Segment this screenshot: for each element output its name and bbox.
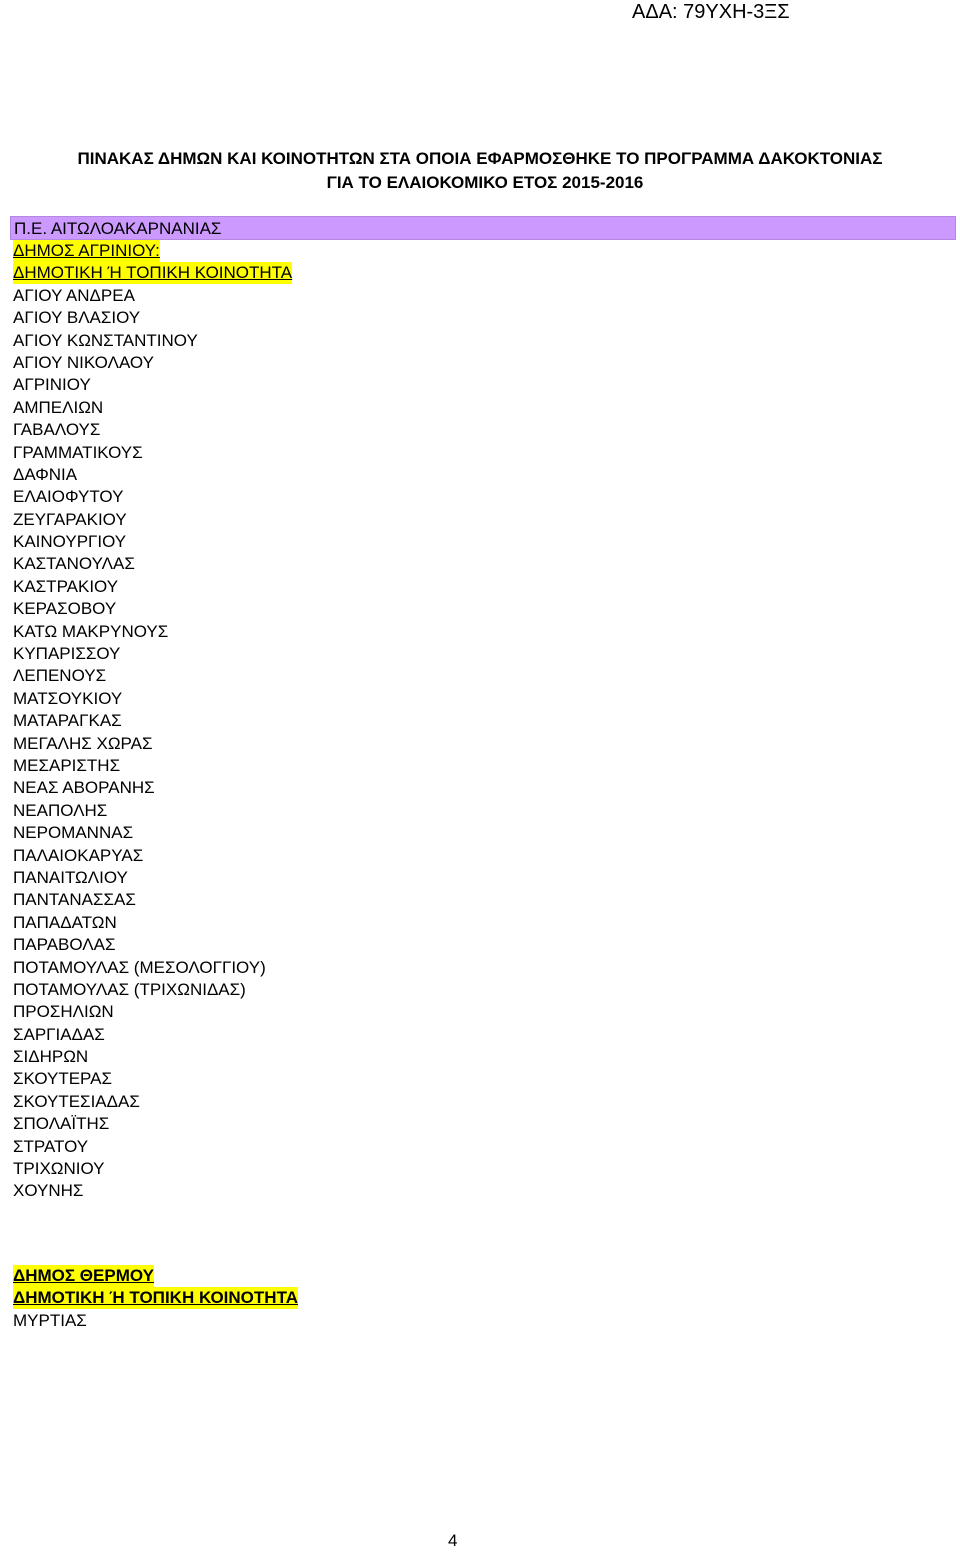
community-item: ΚΑΤΩ ΜΑΚΡΥΝΟΥΣ (13, 621, 169, 641)
community-item: ΠΑΝΑΙΤΩΛΙΟΥ (13, 867, 128, 887)
community-item: ΣΚΟΥΤΕΣΙΑΔΑΣ (13, 1091, 140, 1111)
municipality-name: ΔΗΜΟΣ ΑΓΡΙΝΙΟΥ: (13, 241, 160, 260)
municipality-agrinio-section (13, 240, 292, 1203)
community-item: ΑΓΡΙΝΙΟΥ (13, 375, 91, 395)
community-column-header: ΔΗΜΟΤΙΚΗ Ή ΤΟΠΙΚΗ ΚΟΙΝΟΤΗΤΑ (13, 263, 293, 283)
community-item: ΓΑΒΑΛΟΥΣ (13, 420, 101, 440)
community-item: ΜΥΡΤΙΑΣ (13, 1310, 87, 1330)
community-item: ΑΓΙΟΥ ΒΛΑΣΙΟΥ (13, 308, 141, 328)
community-column-header: ΔΗΜΟΤΙΚΗ Ή ΤΟΠΙΚΗ ΚΟΙΝΟΤΗΤΑ (13, 1288, 298, 1308)
community-item: ΠΟΤΑΜΟΥΛΑΣ (ΤΡΙΧΩΝΙΔΑΣ) (13, 979, 246, 999)
community-item: ΓΡΑΜΜΑΤΙΚΟΥΣ (13, 442, 143, 462)
community-item: ΣΠΟΛΑΪΤΗΣ (13, 1114, 110, 1134)
community-item: ΝΕΑΠΟΛΗΣ (13, 800, 108, 820)
region-header: Π.Ε. ΑΙΤΩΛΟΑΚΑΡΝΑΝΙΑΣ (10, 216, 956, 240)
community-item: ΣΙΔΗΡΩΝ (13, 1047, 89, 1067)
community-item: ΑΜΠΕΛΙΩΝ (13, 397, 104, 417)
community-item: ΛΕΠΕΝΟΥΣ (13, 666, 107, 686)
community-item: ΜΕΓΑΛΗΣ ΧΩΡΑΣ (13, 733, 153, 753)
community-item: ΑΓΙΟΥ ΚΩΝΣΤΑΝΤΙΝΟΥ (13, 330, 198, 350)
community-item: ΚΥΠΑΡΙΣΣΟΥ (13, 644, 121, 664)
community-item: ΚΕΡΑΣΟΒΟΥ (13, 599, 117, 619)
community-item: ΠΑΛΑΙΟΚΑΡΥΑΣ (13, 845, 144, 865)
community-item: ΣΑΡΓΙΑΔΑΣ (13, 1024, 105, 1044)
community-item: ΚΑΣΤΡΑΚΙΟΥ (13, 576, 119, 596)
community-item: ΖΕΥΓΑΡΑΚΙΟΥ (13, 509, 127, 529)
community-item: ΜΑΤΣΟΥΚΙΟΥ (13, 688, 123, 708)
page-number: 4 (448, 1531, 458, 1550)
community-item: ΚΑΣΤΑΝΟΥΛΑΣ (13, 554, 135, 574)
community-item: ΕΛΑΙΟΦΥΤΟΥ (13, 487, 124, 507)
community-item: ΑΓΙΟΥ ΝΙΚΟΛΑΟΥ (13, 352, 154, 372)
ada-code: ΑΔΑ: 79ΥΧΗ-3ΞΣ (632, 1, 790, 23)
document-title (0, 147, 960, 195)
community-item: ΝΕΑΣ ΑΒΟΡΑΝΗΣ (13, 778, 155, 798)
community-item: ΠΡΟΣΗΛΙΩΝ (13, 1002, 114, 1022)
community-item: ΣΚΟΥΤΕΡΑΣ (13, 1069, 112, 1089)
municipality-thermo-section (13, 1265, 298, 1332)
municipality-name: ΔΗΜΟΣ ΘΕΡΜΟΥ (13, 1266, 154, 1285)
community-item: ΔΑΦΝΙΑ (13, 464, 78, 484)
community-item: ΜΑΤΑΡΑΓΚΑΣ (13, 711, 122, 731)
title-line-1: ΠΙΝΑΚΑΣ ΔΗΜΩΝ ΚΑΙ ΚΟΙΝΟΤΗΤΩΝ ΣΤΑ ΟΠΟΙΑ ΕΦΑΡΜΟΣΘΗΚΕ ΤΟ ΠΡΟΓΡΑΜΜΑ ΔΑΚΟΚΤΟΝΙΑΣ (77, 149, 883, 168)
community-item: ΠΑΝΤΑΝΑΣΣΑΣ (13, 890, 136, 910)
community-item: ΧΟΥΝΗΣ (13, 1181, 84, 1201)
community-item: ΠΑΠΑΔΑΤΩΝ (13, 912, 117, 932)
community-item: ΚΑΙΝΟΥΡΓΙΟΥ (13, 532, 127, 552)
community-item: ΝΕΡΟΜΑΝΝΑΣ (13, 823, 134, 843)
community-list (13, 1310, 298, 1332)
community-item: ΣΤΡΑΤΟΥ (13, 1136, 89, 1156)
community-item: ΠΟΤΑΜΟΥΛΑΣ (ΜΕΣΟΛΟΓΓΙΟΥ) (13, 957, 266, 977)
community-item: ΠΑΡΑΒΟΛΑΣ (13, 935, 116, 955)
community-item: ΜΕΣΑΡΙΣΤΗΣ (13, 755, 121, 775)
title-line-2: ΓΙΑ ΤΟ ΕΛΑΙΟΚΟΜΙΚΟ ΕΤΟΣ 2015-2016 (326, 173, 644, 192)
community-list (13, 285, 292, 1203)
community-item: ΤΡΙΧΩΝΙΟΥ (13, 1159, 105, 1179)
community-item: ΑΓΙΟΥ ΑΝΔΡΕΑ (13, 285, 135, 305)
